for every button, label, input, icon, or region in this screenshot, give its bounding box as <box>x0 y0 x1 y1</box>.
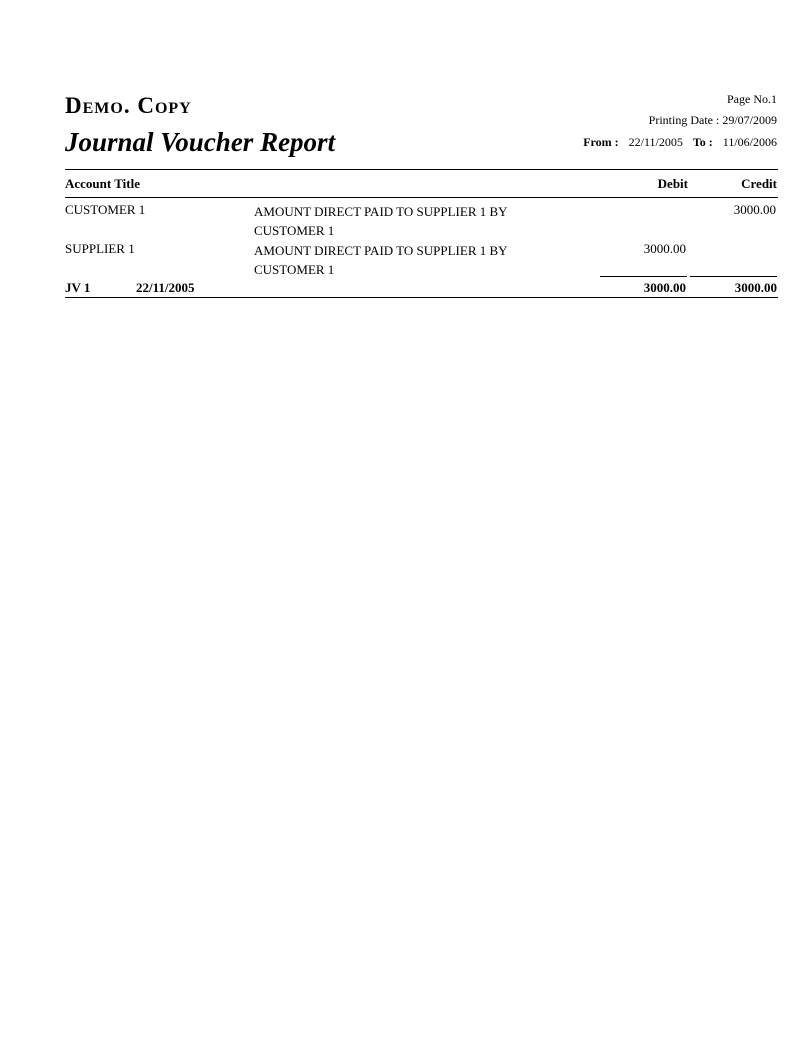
debit-total-underline <box>600 276 687 277</box>
printing-date-value: 29/07/2009 <box>722 113 777 127</box>
column-header-debit: Debit <box>657 176 688 191</box>
header-rule-top <box>65 169 778 170</box>
row-credit: 3000.00 <box>733 202 776 217</box>
date-range <box>583 135 777 150</box>
printing-date-label: Printing Date : <box>648 113 720 127</box>
row-description: AMOUNT DIRECT PAID TO SUPPLIER 1 BY CUSTOMER 1 <box>254 204 508 238</box>
report-title: Journal Voucher Report <box>65 127 336 157</box>
credit-total: 3000.00 <box>734 280 777 295</box>
credit-total-underline <box>690 276 777 277</box>
row-account: SUPPLIER 1 <box>65 241 135 256</box>
from-date: 22/11/2005 <box>628 135 683 149</box>
row-description: AMOUNT DIRECT PAID TO SUPPLIER 1 BY CUSTOMER 1 <box>254 243 508 277</box>
column-header-account: Account Title <box>65 176 140 191</box>
row-account: CUSTOMER 1 <box>65 202 146 217</box>
from-label: From : <box>583 135 619 149</box>
row-debit: 3000.00 <box>643 241 686 256</box>
debit-total: 3000.00 <box>643 280 686 295</box>
page-number: Page No.1 <box>727 92 777 106</box>
demo-copy-label: Demo. Copy <box>65 93 192 118</box>
voucher-date: 22/11/2005 <box>136 280 195 295</box>
to-label: To : <box>692 135 713 149</box>
printing-date <box>649 113 777 128</box>
column-header-credit: Credit <box>741 176 777 191</box>
header-rule-bottom <box>65 197 778 198</box>
voucher-number: JV 1 <box>65 280 91 295</box>
to-date: 11/06/2006 <box>722 135 777 149</box>
footer-rule <box>65 297 778 298</box>
